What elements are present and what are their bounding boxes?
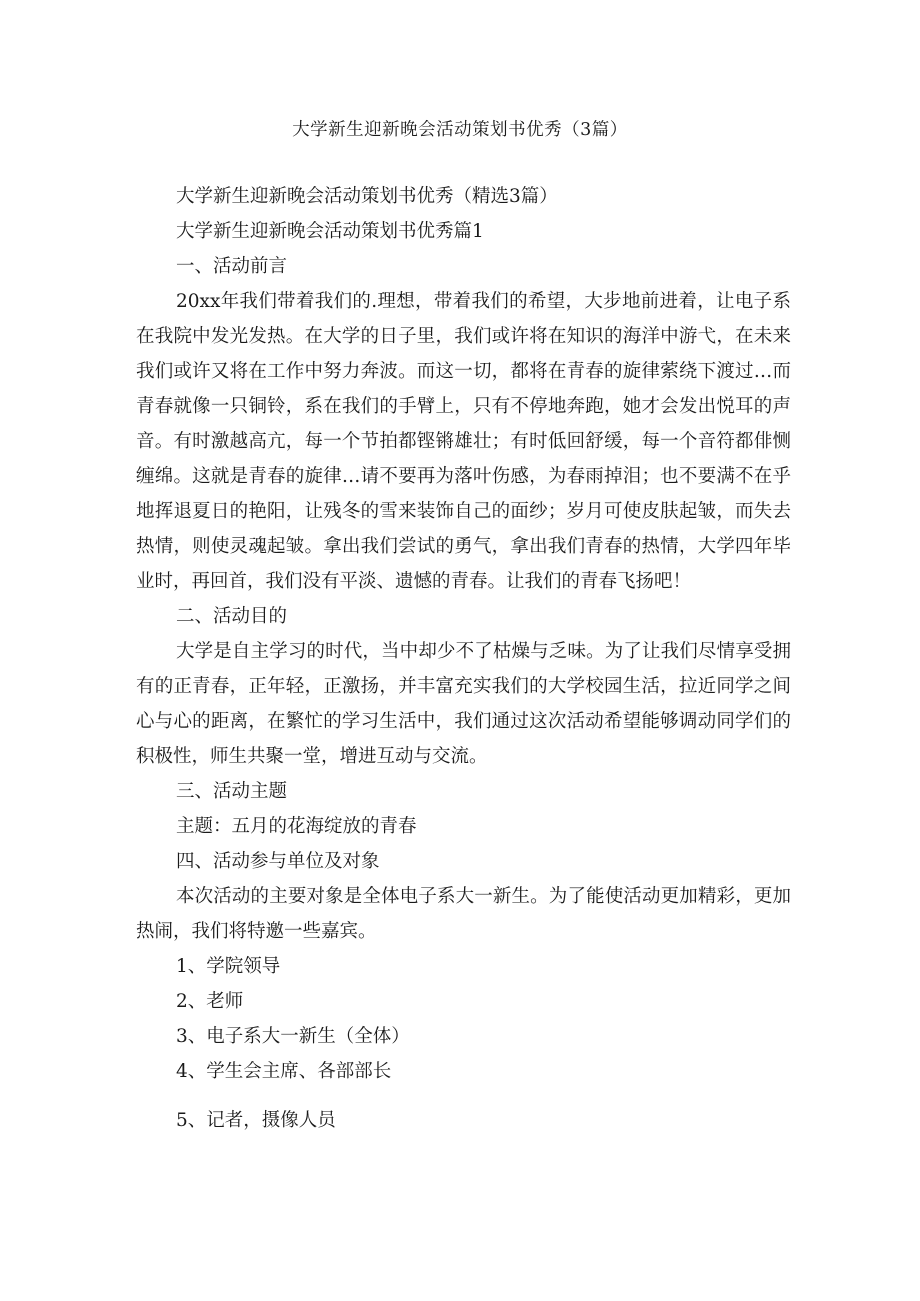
heading-purpose: 二、活动目的 (176, 606, 288, 627)
theme-text: 主题：五月的花海绽放的青春 (176, 816, 417, 837)
paragraph-participants: 本次活动的主要对象是全体电子系大一新生。为了能使活动更加精彩，更加热闹，我们将特邀一些嘉宾。 (136, 886, 791, 942)
paragraph-preface: 20xx年我们带着我们的.理想，带着我们的希望，大步地前进着，让电子系在我院中发光发热。在大学的日子里，我们或许将在知识的海洋中游弋，在未来我们或许又将在工作中努力奔波。而这一切，都将在青春的旋律萦绕下渡过…而青春就像一只铜铃，系在我们的手臂上，只有不停地奔跑，她才会发出悦耳的声音。有时激越高亢，每一个节拍都铿锵雄壮；有时低回舒缓，每一个音符都俳恻缠绵。这就是青春的旋律…请不要再为落叶伤感，为春雨掉泪；也不要满不在乎地挥退夏日的艳阳，让残冬的雪来装饰自己的面纱；岁月可使皮肤起皱，而失去热情，则使灵魂起皱。拿出我们尝试的勇气，拿出我们青春的热情，大学四年毕业时，再回首，我们没有平淡、遗憾的青春。让我们的青春飞扬吧！ (136, 291, 791, 592)
list-item: 2、老师 (176, 991, 244, 1012)
list-item: 5、记者，摄像人员 (176, 1110, 336, 1131)
spacer (136, 1089, 791, 1103)
document-subtitle: 大学新生迎新晚会活动策划书优秀（精选3篇） (176, 186, 558, 207)
document-title: 大学新生迎新晚会活动策划书优秀（3篇） (292, 120, 628, 140)
paragraph-purpose: 大学是自主学习的时代，当中却少不了枯燥与乏味。为了让我们尽情享受拥有的正青春，正年轻，正激扬，并丰富充实我们的大学校园生活，拉近同学之间心与心的距离，在繁忙的学习生活中，我们通过这次活动希望能够调动同学们的积极性，师生共聚一堂，增进互动与交流。 (136, 641, 791, 767)
heading-theme: 三、活动主题 (176, 781, 288, 802)
document-body (136, 179, 791, 1138)
list-item: 4、学生会主席、各部部长 (176, 1061, 392, 1082)
heading-preface: 一、活动前言 (176, 256, 288, 277)
list-item: 3、电子系大一新生（全体） (176, 1026, 410, 1047)
list-item: 1、学院领导 (176, 956, 281, 977)
section-title: 大学新生迎新晚会活动策划书优秀篇1 (176, 221, 484, 242)
heading-participants: 四、活动参与单位及对象 (176, 851, 380, 872)
